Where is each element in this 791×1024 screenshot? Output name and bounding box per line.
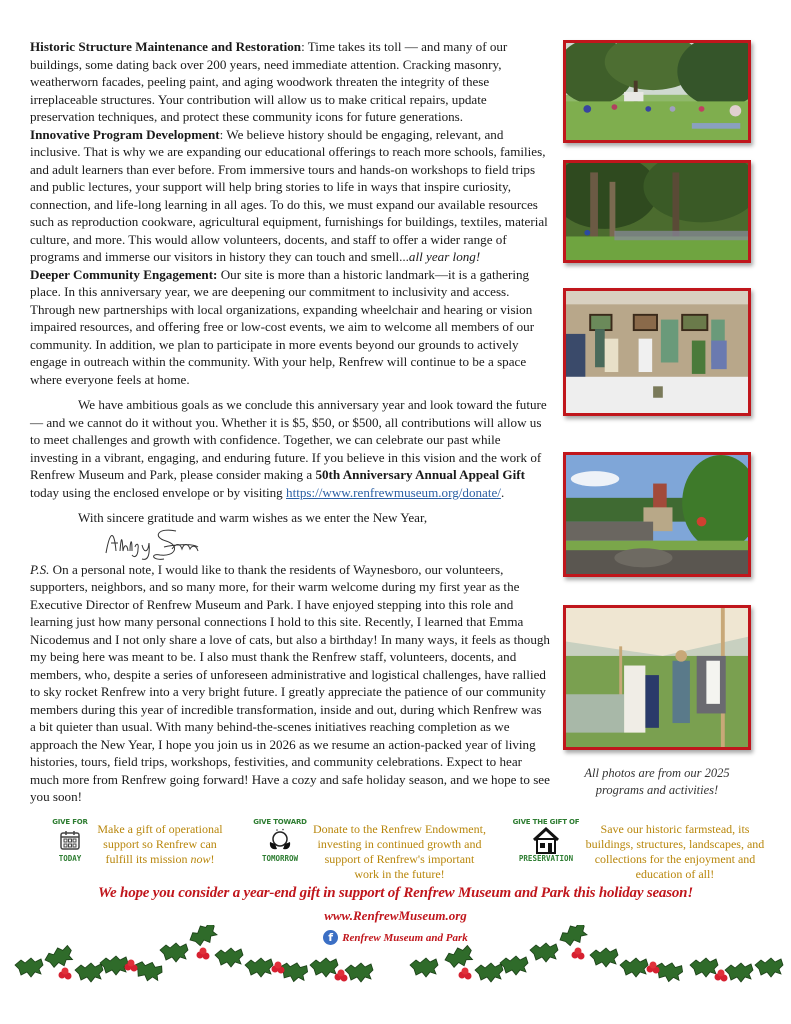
- closing-line: With sincere gratitude and warm wishes as we enter the New Year,: [78, 510, 428, 525]
- farmstead-photo-image: [566, 455, 748, 574]
- photo-farmstead: [563, 452, 751, 577]
- holly-left: [15, 925, 373, 984]
- ps-label: P.S.: [30, 561, 50, 577]
- postscript: P.S. On a personal note, I would like to thank the residents of Waynesboro, our volunteers, supporters, neighbors, and so many more, for their warm welcome during my first year as the Executive Director of Renfrew Museum and Park. I have enjoyed stepping into this role and learning just how many personal connections I hold to this site. Recently, I learned that Emma Nicodemus and I not only share a love of cats, but also a birthday! In many ways, it feels as though my being here was meant to be. I also must thank the Renfrew staff, volunteers, docents, and members, who, despite a series of unforeseen administrative and logistical challenges, have rallied to sky rocket Renfrew into a very bright future. I greatly appreciate the patience of our community members during this year of incredible transformation, inside and out, during which Renfrew was a bit quieter than usual. With many behind-the-scenes initiatives reaching completion as we approach the New Year, I hope you join us in 2026 as we resume an action-packed year of living histories, tours, field trips, workshops, festivities, and community celebrations. Expect to hear much more from Renfrew going forward! Have a cozy and safe holiday season, and we hope to see you soon!: [30, 561, 550, 804]
- heading-programs: Innovative Program Development: [30, 126, 220, 142]
- facebook-link[interactable]: f Renfrew Museum and Park: [0, 930, 791, 945]
- give-tomorrow-text: Donate to the Renfrew Endowment, investing in continued growth and support of Renfrew's important work in the future!: [313, 822, 486, 881]
- website-link[interactable]: www.RenfrewMuseum.org: [324, 908, 467, 923]
- donate-link[interactable]: https://www.renfrewmuseum.org/donate/: [286, 484, 501, 500]
- paragraph-maintenance: Historic Structure Maintenance and Restoration: Time takes its toll — and many of our buildings, some dating back over 200 years, need immediate attention. Cracking masonry, weatherworn facades, peeling paint, and aging woodwork threaten the integrity of these irreplaceable structures. Your contribution will allow us to make critical repairs, update preservation techniques, and protect these community icons for future generations.: [30, 39, 508, 124]
- signature-image: [102, 525, 212, 563]
- calendar-icon: [59, 829, 81, 851]
- letter-body: [30, 38, 550, 806]
- living-history-photo-image: [566, 608, 748, 747]
- appeal-gift-label: 50th Anniversary Annual Appeal Gift: [315, 467, 525, 482]
- facebook-icon: f: [323, 930, 338, 945]
- yoga-photo-image: [566, 43, 748, 140]
- photo-yoga: [563, 40, 751, 143]
- signature: [102, 527, 550, 561]
- photo-living-history: [563, 605, 751, 750]
- gallery-photo-image: [566, 291, 748, 413]
- photo-gallery-tour: [563, 288, 751, 416]
- give-today-badge: GIVE FOR TODAY: [52, 818, 88, 863]
- giving-options: [0, 818, 791, 880]
- appeal-tagline: We hope you consider a year-end gift in support of Renfrew Museum and Park this holiday season!: [98, 885, 693, 901]
- lawn-photo-image: [566, 163, 748, 260]
- give-preservation-text: Save our historic farmstead, its buildings, structures, landscapes, and collections for the enjoyment and education of all!: [585, 822, 765, 881]
- photo-caption: All photos are from our 2025 programs and activities!: [584, 766, 730, 797]
- holly-right: [410, 925, 783, 984]
- house-icon: [531, 826, 561, 854]
- give-preservation-badge: GIVE THE GIFT OF PRESERVATION: [512, 818, 580, 863]
- paragraph-programs: Innovative Program Development: We believe history should be engaging, relevant, and inclusive. That is why we are expanding our educational offerings to reach more schools, families, and adult learners than ever before. From immersive tours and hands-on workshops to field trips and public lectures, your support will help bring stories to life in ways that inspire curiosity, connection, and life-long learning in all ages. To do this, we must expand our available resources such as reproduction cookware, agricultural equipment, furnishings for buildings, textiles, material culture, and more. This would allow volunteers, docents, and staff to offer a wider range of programs and immerse our visitors in history they can touch and smell...all year long!: [30, 126, 548, 264]
- crystal-ball-icon: [267, 828, 293, 852]
- heading-maintenance: Historic Structure Maintenance and Restoration: [30, 39, 302, 54]
- give-today-text: Make a gift of operational support so Renfrew can fulfill its mission now!: [97, 822, 223, 866]
- give-tomorrow-badge: GIVE TOWARD TOMORROW: [253, 818, 307, 863]
- holly-garland: [0, 925, 791, 1005]
- photo-lawn-concert: [563, 160, 751, 263]
- paragraph-community: Deeper Community Engagement: Our site is more than a historic landmark—it is a gathering place. In this anniversary year, we are deepening our commitment to inclusivity and access. Through new partnerships with local organizations, expanding wheelchair and hearing or vision impaired resources, and offering free or low-cost events, we aim to welcome all members of our community. In addition, we plan to participate in more events beyond our grounds to actively engage in outreach within the community. With your help, Renfrew will continue to be a space where everyone feels at home.: [30, 266, 535, 387]
- paragraph-appeal: We have ambitious goals as we conclude this anniversary year and look toward the future — and we cannot do it without you. Whether it is $5, $50, or $500, all contributions will allow us to meet challenges and growth with confidence. Together, we can celebrate our past while investing in a vibrant, engaging, and enduring future. If you believe in this vision and the work of Renfrew Museum and Park, please consider making a 50th Anniversary Annual Appeal Gift today using the enclosed envelope or by visiting https://www.renfrewmuseum.org/donate/.: [30, 397, 547, 500]
- heading-community: Deeper Community Engagement:: [30, 266, 218, 282]
